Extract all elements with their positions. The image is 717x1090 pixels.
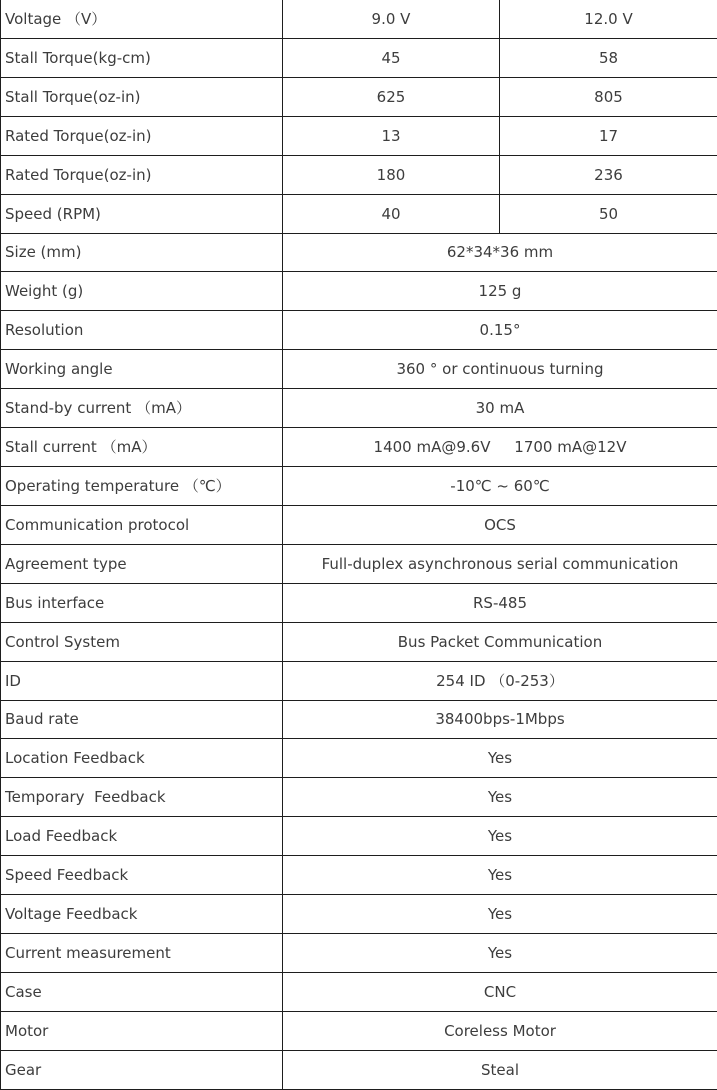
spec-value: Steal — [283, 1050, 717, 1089]
spec-value: 62*34*36 mm — [283, 233, 717, 271]
spec-value-9v: 40 — [283, 194, 500, 233]
spec-row — [1, 310, 717, 349]
spec-value: Yes — [283, 738, 717, 777]
spec-value-9v: 13 — [283, 116, 500, 155]
spec-row — [1, 77, 717, 116]
spec-row — [1, 933, 717, 972]
spec-row — [1, 738, 717, 777]
spec-label: Temporary Feedback — [1, 777, 283, 816]
spec-label: Stand-by current （mA） — [1, 388, 283, 427]
spec-row — [1, 38, 717, 77]
spec-row — [1, 622, 717, 661]
spec-row — [1, 349, 717, 388]
spec-value: Full-duplex asynchronous serial communication — [283, 544, 717, 583]
spec-value: Bus Packet Communication — [283, 622, 717, 661]
spec-row — [1, 661, 717, 700]
spec-label: Stall current （mA） — [1, 427, 283, 466]
spec-label: Control System — [1, 622, 283, 661]
spec-row — [1, 194, 717, 233]
spec-label: Case — [1, 972, 283, 1011]
spec-label: ID — [1, 661, 283, 700]
spec-value: Yes — [283, 777, 717, 816]
spec-label: Voltage Feedback — [1, 894, 283, 933]
spec-row — [1, 855, 717, 894]
spec-value-9v: 9.0 V — [283, 0, 500, 38]
spec-label: Operating temperature （℃） — [1, 466, 283, 505]
spec-row — [1, 505, 717, 544]
spec-label: Weight (g) — [1, 271, 283, 310]
spec-value: Coreless Motor — [283, 1011, 717, 1050]
spec-label: Communication protocol — [1, 505, 283, 544]
spec-value: 254 ID （0-253） — [283, 661, 717, 700]
spec-label: Voltage （V） — [1, 0, 283, 38]
spec-value: Yes — [283, 855, 717, 894]
spec-value-9v: 45 — [283, 38, 500, 77]
spec-value: 38400bps-1Mbps — [283, 700, 717, 738]
spec-value-9v: 625 — [283, 77, 500, 116]
spec-row — [1, 388, 717, 427]
spec-row — [1, 233, 717, 271]
spec-label: Current measurement — [1, 933, 283, 972]
spec-row — [1, 972, 717, 1011]
spec-row — [1, 700, 717, 738]
spec-value: 360 ° or continuous turning — [283, 349, 717, 388]
spec-value: RS-485 — [283, 583, 717, 622]
spec-value-12v: 50 — [500, 194, 717, 233]
spec-value: 0.15° — [283, 310, 717, 349]
spec-label: Baud rate — [1, 700, 283, 738]
spec-label: Agreement type — [1, 544, 283, 583]
spec-label: Rated Torque(oz-in) — [1, 155, 283, 194]
spec-value: Yes — [283, 816, 717, 855]
spec-row — [1, 894, 717, 933]
spec-label: Working angle — [1, 349, 283, 388]
spec-value-12v: 17 — [500, 116, 717, 155]
spec-row — [1, 271, 717, 310]
spec-row — [1, 155, 717, 194]
spec-value: 125 g — [283, 271, 717, 310]
spec-label: Motor — [1, 1011, 283, 1050]
spec-row — [1, 816, 717, 855]
spec-value: 30 mA — [283, 388, 717, 427]
spec-row — [1, 777, 717, 816]
spec-value-12v: 12.0 V — [500, 0, 717, 38]
spec-value-12v: 236 — [500, 155, 717, 194]
spec-value-9v: 180 — [283, 155, 500, 194]
spec-label: Resolution — [1, 310, 283, 349]
spec-row — [1, 583, 717, 622]
spec-value-12v: 58 — [500, 38, 717, 77]
spec-row — [1, 116, 717, 155]
spec-value: Yes — [283, 933, 717, 972]
spec-label: Location Feedback — [1, 738, 283, 777]
spec-label: Stall Torque(kg-cm) — [1, 38, 283, 77]
spec-row — [1, 544, 717, 583]
spec-value-12v: 805 — [500, 77, 717, 116]
spec-value: 1400 mA@9.6V 1700 mA@12V — [283, 427, 717, 466]
spec-row — [1, 0, 717, 38]
spec-row — [1, 1011, 717, 1050]
spec-label: Size (mm) — [1, 233, 283, 271]
spec-label: Speed (RPM) — [1, 194, 283, 233]
spec-value: OCS — [283, 505, 717, 544]
spec-label: Load Feedback — [1, 816, 283, 855]
spec-value: CNC — [283, 972, 717, 1011]
spec-row — [1, 466, 717, 505]
spec-row — [1, 427, 717, 466]
spec-label: Bus interface — [1, 583, 283, 622]
spec-table-body — [1, 0, 717, 1089]
spec-row — [1, 1050, 717, 1089]
spec-label: Speed Feedback — [1, 855, 283, 894]
spec-label: Rated Torque(oz-in) — [1, 116, 283, 155]
spec-label: Stall Torque(oz-in) — [1, 77, 283, 116]
spec-label: Gear — [1, 1050, 283, 1089]
spec-value: -10℃ ~ 60℃ — [283, 466, 717, 505]
spec-value: Yes — [283, 894, 717, 933]
